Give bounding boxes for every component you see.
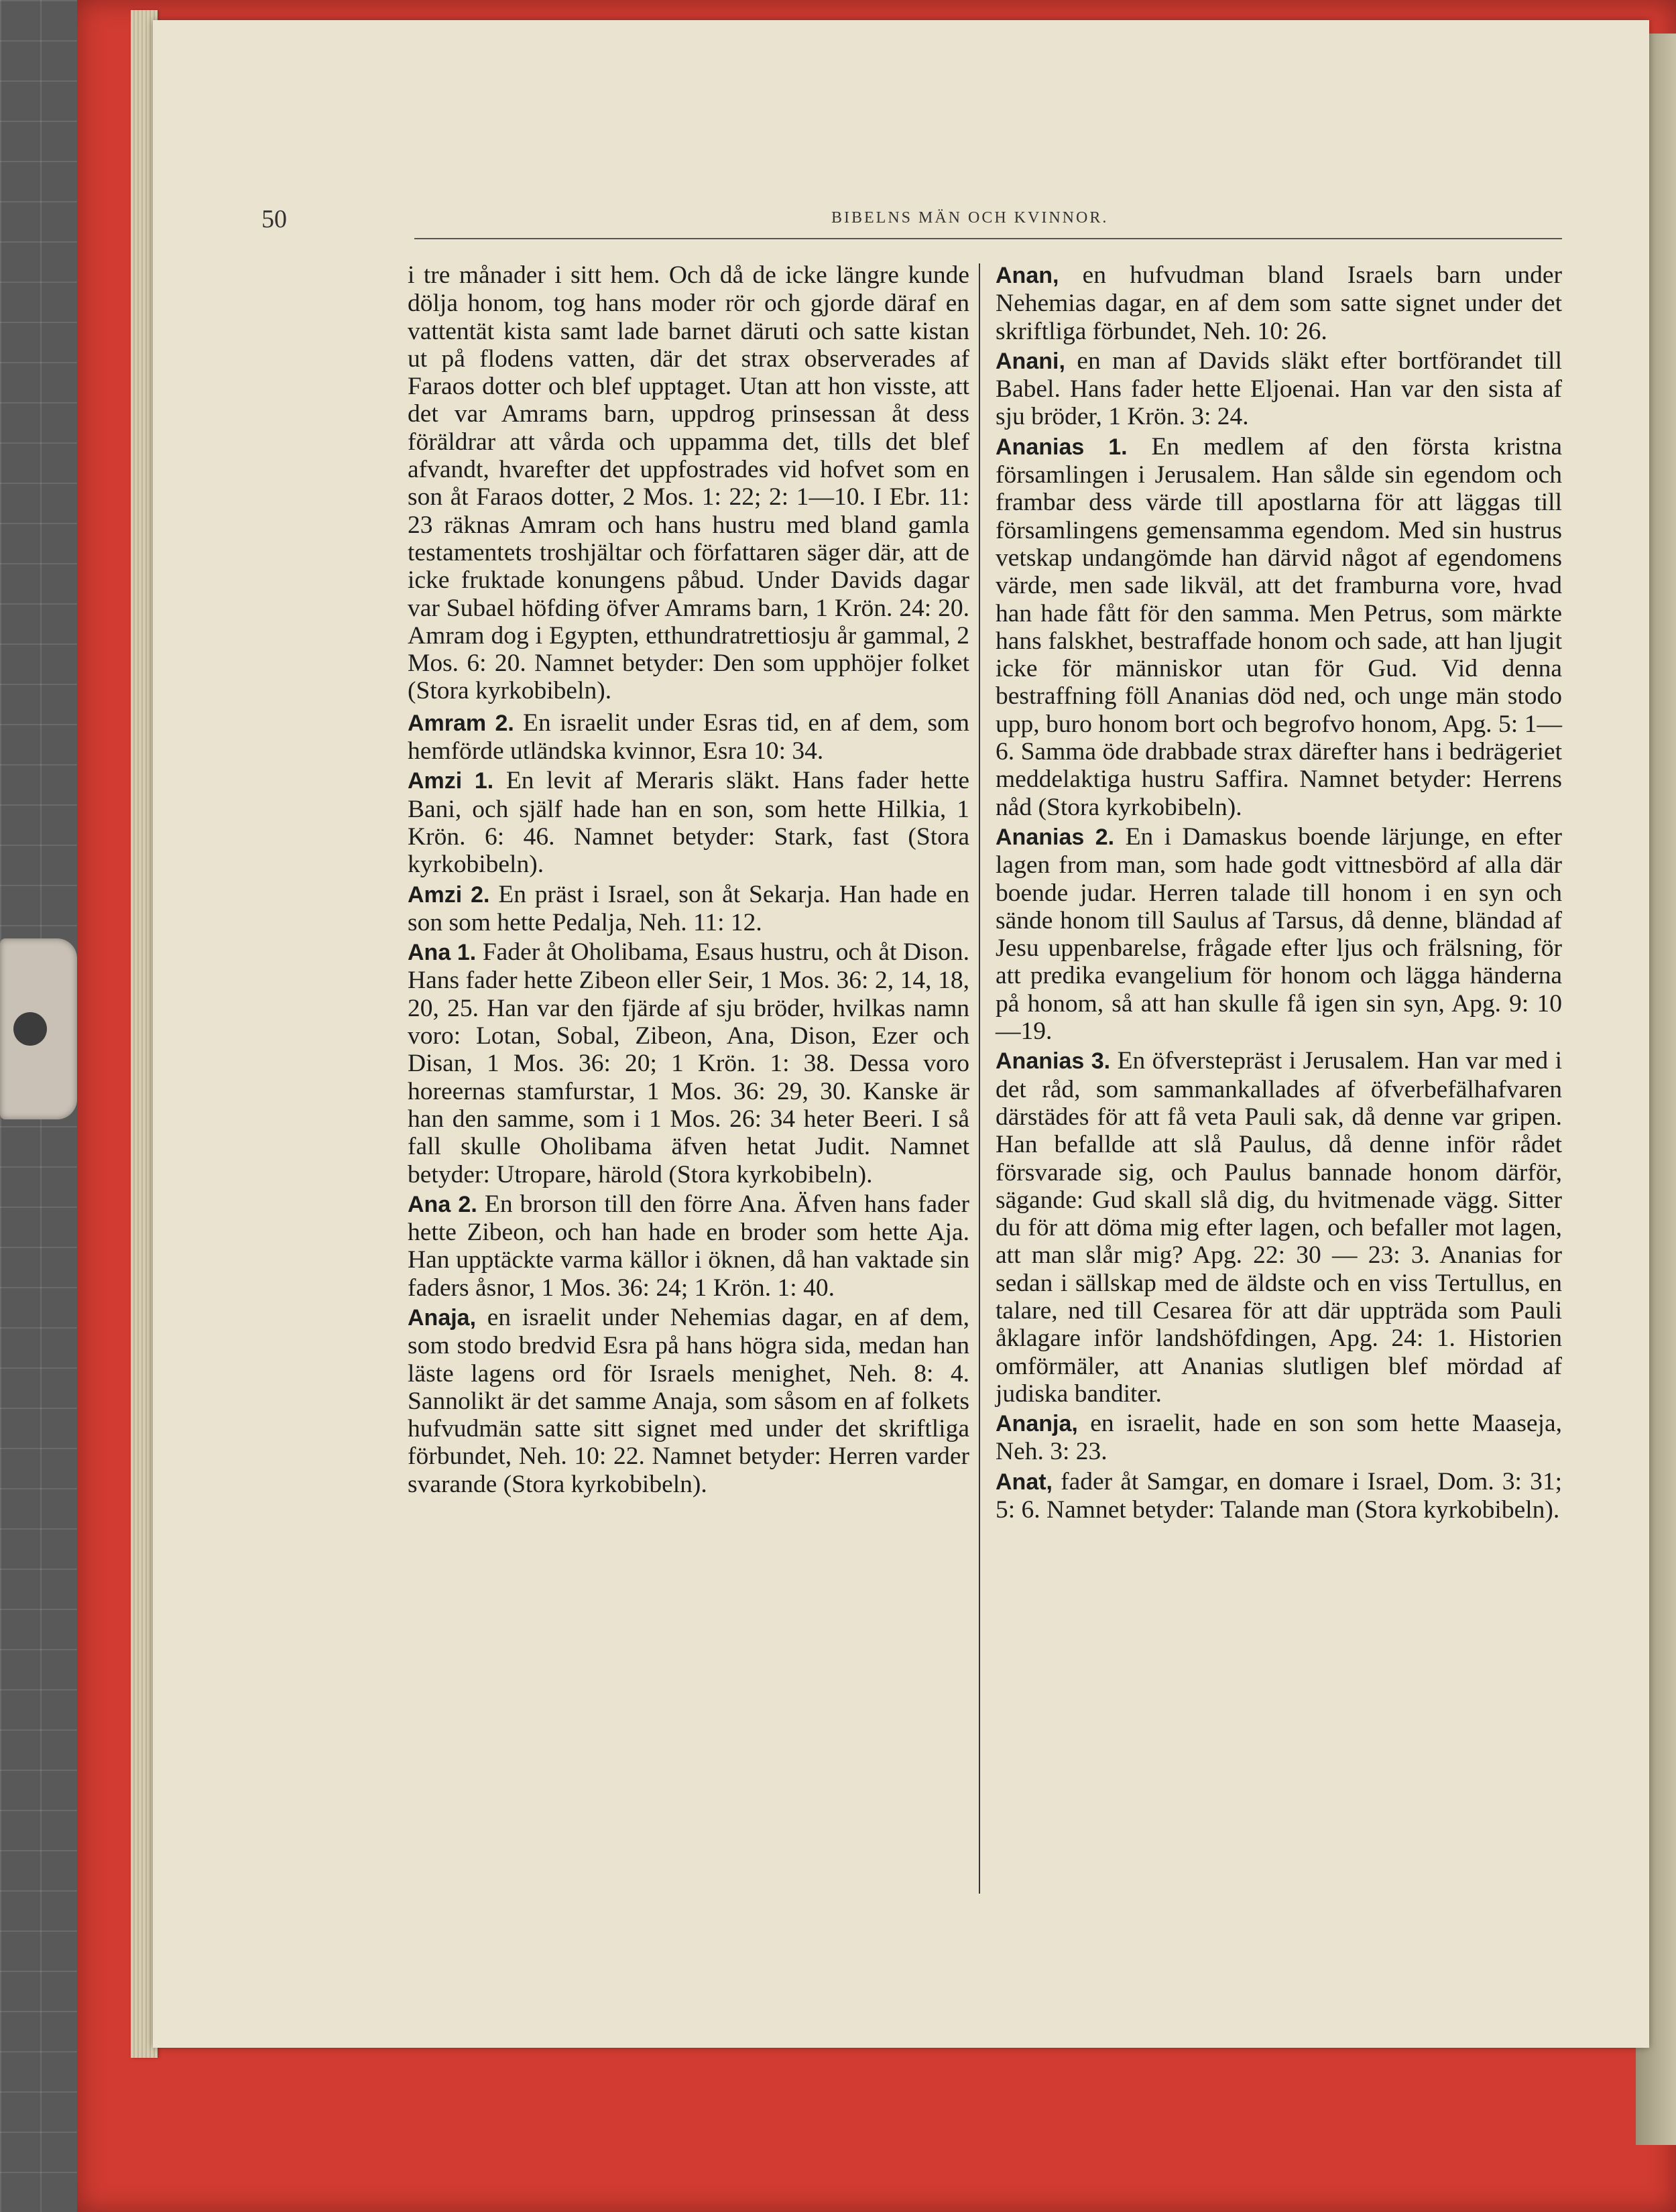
entry-headword: Anat, xyxy=(996,1469,1053,1495)
entry xyxy=(408,709,969,765)
entry-text: en man af Davids släkt efter bortförandet till Babel. Hans fader hette Eljoenai. Han var den sista af sju bröder, 1 Krön. 3: 24. xyxy=(996,347,1562,431)
entry-text: en hufvudman bland Israels barn under Nehemias dagar, en af dem som satte signet under det skriftliga förbundet, Neh. 10: 26. xyxy=(996,261,1562,345)
entry-headword: Ananias 2. xyxy=(996,824,1115,850)
entry-text: En levit af Meraris släkt. Hans fader hette Bani, och själf hade han en son, som hette Hilkia, 1 Krön. 6: 46. Namnet betyder: Stark, fast (Stora kyrkobibeln). xyxy=(408,767,970,879)
left-column xyxy=(408,261,969,1500)
entry xyxy=(996,261,1562,345)
entry-headword: Ananias 3. xyxy=(996,1048,1111,1074)
page-clip xyxy=(0,938,77,1119)
entry-headword: Anani, xyxy=(996,348,1065,374)
entry xyxy=(408,261,969,705)
entry-text: en israelit under Nehemias dagar, en af dem, som stodo bredvid Esra på hans högra sida, medan han läste lagens ord för Israels menighet, Neh. 8: 4. Sannolikt är det samme Anaja, som såsom en af folkets hufvudmän satte sitt signet med under det skriftliga förbundet, Neh. 10: 22. Namnet betyder: Herren varder svarande (Stora kyrkobibeln). xyxy=(408,1303,969,1498)
entry-text: i tre månader i sitt hem. Och då de icke längre kunde dölja honom, tog hans moder rör och gjorde däraf en vattentät kista samt lade barnet däruti och satte kistan ut på flodens vatten, där det strax observerades af Faraos dotter och blef upptaget. Utan att hon visste, att det var Amrams barn, uppdrog prinsessan åt dess föräldrar att vårda och uppamma det, tills det blef afvandt, hvarefter det uppfostrades vid hofvet som en son åt Faraos dotter, 2 Mos. 1: 22; 2: 1—10. I Ebr. 11: 23 räknas Amram och hans hustru med bland gamla testamentets troshjältar och författaren säger där, att de icke fruktade konungens påbud. Under Davids dagar var Subael höfding öfver Amrams barn, 1 Krön. 24: 20. Amram dog i Egypten, etthundratrettiosju år gammal, 2 Mos. 6: 20. Namnet betyder: Den som upphöjer folket (Stora kyrkobibeln). xyxy=(408,261,969,705)
entry xyxy=(996,1047,1562,1408)
entry-text: fader åt Samgar, en domare i Israel, Dom. 3: 31; 5: 6. Namnet betyder: Talande man (Stora kyrkobibeln). xyxy=(996,1467,1563,1524)
entry xyxy=(996,433,1562,821)
entry xyxy=(408,1304,969,1498)
entry-headword: Ananias 1. xyxy=(996,434,1128,460)
entry xyxy=(996,823,1562,1045)
entry-headword: Ana 1. xyxy=(408,940,477,966)
entry xyxy=(996,347,1562,431)
entry xyxy=(408,1190,969,1302)
entry-text: En israelit under Esras tid, en af dem, som hemförde utländska kvinnor, Esra 10: 34. xyxy=(408,709,970,765)
right-column xyxy=(996,261,1562,1526)
running-title: BIBELNS MÄN OCH KVINNOR. xyxy=(831,209,1109,227)
entry xyxy=(408,938,969,1188)
entry-headword: Ananja, xyxy=(996,1411,1078,1437)
entry-text: Fader åt Oholibama, Esaus hustru, och åt Dison. Hans fader hette Zibeon eller Seir, 1 Mos. 36: 2, 14, 18, 20, 25. Han var den fjärde af sju bröder, hvilkas namn voro: Lotan, Sobal, Zibeon, Ana, Dison, Ezer och Disan, 1 Mos. 36: 20; 1 Krön. 1: 38. Dessa voro horeernas stamfurstar, 1 Mos. 36: 29, 30. Kanske är han den samme, som i 1 Mos. 26: 34 heter Beeri. I så fall skulle Oholibama äfven hetat Judit. Namnet betyder: Utropare, härold (Stora kyrkobibeln). xyxy=(408,938,969,1188)
entry-text: en israelit, hade en son som hette Maaseja, Neh. 3: 23. xyxy=(996,1410,1563,1466)
entry xyxy=(996,1410,1562,1466)
entry-text: En medlem af den första kristna församlingen i Jerusalem. Han sålde sin egendom och frambar dess värde till apostlarna för att läggas till församlingens gemensamma egendom. Med sin hustrus vetskap undangömde han därvid något af egendomens värde, men sade likväl, att det framburna vore, hvad han hade fått för den samma. Men Petrus, som märkte hans falskhet, bestraffade honom och sade, att han ljugit icke för människor utan för Gud. Vid denna bestraffning föll Ananias död ned, och unge män stodo upp, buro honom bort och begrofvo honom, Apg. 5: 1—6. Samma öde drabbade strax därefter hans i bedrägeriet meddelaktiga hustru Saffira. Namnet betyder: Herrens nåd (Stora kyrkobibeln). xyxy=(996,432,1562,821)
entry-headword: Amzi 2. xyxy=(408,881,490,908)
clip-hole xyxy=(13,1012,47,1046)
entry xyxy=(996,1468,1562,1524)
entry-headword: Amram 2. xyxy=(408,710,514,736)
entry-headword: Anan, xyxy=(996,263,1059,288)
entry-headword: Anaja, xyxy=(408,1304,477,1331)
entry-headword: Amzi 1. xyxy=(408,768,494,794)
entry-text: En präst i Israel, son åt Sekarja. Han hade en son som hette Pedalja, Neh. 11: 12. xyxy=(408,880,969,936)
entry xyxy=(408,881,969,937)
entry-headword: Ana 2. xyxy=(408,1191,477,1217)
page-number: 50 xyxy=(261,205,287,233)
entry-text: En öfverstepräst i Jerusalem. Han var med i det råd, som sammankallades af öfverbefälhafvaren därstädes för att få veta Pauli sak, då denne var gripen. Han befallde att slå Paulus, då denne inför rådet försvarade sig, och Paulus bannade honom därför, sägande: Gud skall slå dig, du hvitmenade vägg. Sitter du för att döma mig efter lagen, och befaller mot lagen, att man slår mig? Apg. 22: 30 — 23: 3. Ananias for sedan i sällskap med de äldste och en viss Tertullus, en talare, ned till Cesarea för att där uppträda som Pauli åklagare inför landshöfdingen, Apg. 24: 1. Historien omförmäler, att Ananias slutligen blef mördad af judiska banditer. xyxy=(996,1047,1562,1408)
entry xyxy=(408,767,969,878)
column-divider xyxy=(979,263,980,1894)
header-rule xyxy=(414,238,1562,239)
entry-text: En i Damaskus boende lärjunge, en efter lagen from man, som hade godt vittnesbörd af alla där boende judar. Herren talade till honom i en syn och sände honom till Saulus af Tarsus, då denne, bländad af Jesu uppenbarelse, frågade efter ljus och frälsning, för att predika evangelium för honom och lägga händerna på honom, så att han skulle få igen sin syn, Apg. 9: 10—19. xyxy=(996,822,1563,1046)
entry-text: En brorson till den förre Ana. Äfven hans fader hette Zibeon, och han hade en broder som hette Aja. Han upptäckte varma källor i öknen, då han vaktade sin faders åsnor, 1 Mos. 36: 24; 1 Krön. 1: 40. xyxy=(408,1190,969,1302)
